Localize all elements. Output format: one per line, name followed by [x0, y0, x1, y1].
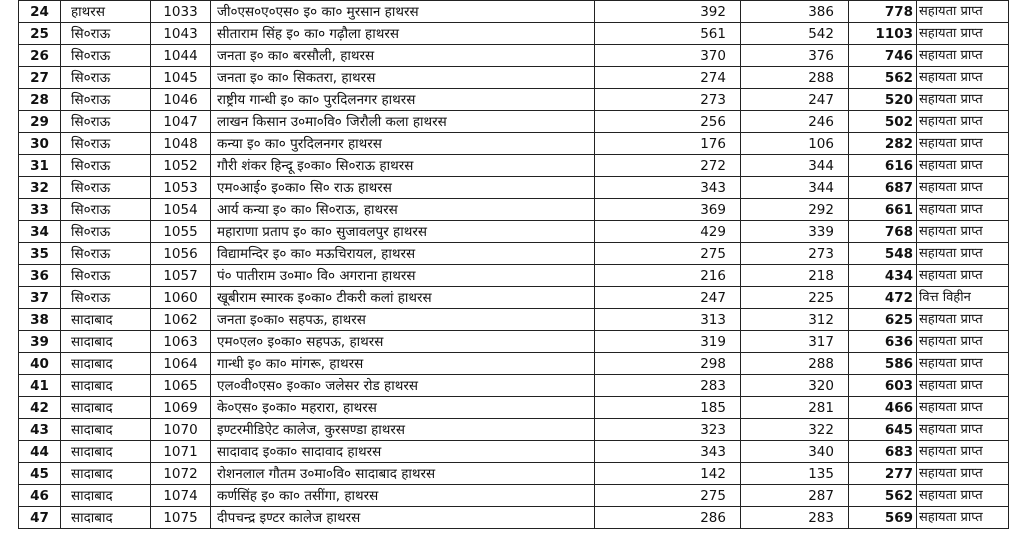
- block-cell: सि०राऊ: [61, 155, 151, 177]
- status-cell: सहायता प्राप्त: [917, 441, 1009, 463]
- school-name-cell: जनता इ० का० बरसौली, हाथरस: [211, 45, 595, 67]
- count-1-cell: 343: [595, 441, 741, 463]
- table-row: [19, 287, 1009, 309]
- block-cell: सादाबाद: [61, 353, 151, 375]
- school-code-cell: 1046: [151, 89, 211, 111]
- school-name-cell: जी०एस०ए०एस० इ० का० मुरसान हाथरस: [211, 1, 595, 23]
- serial-number-cell: 43: [19, 419, 61, 441]
- count-2-cell: 312: [741, 309, 849, 331]
- total-cell: 472: [849, 287, 917, 309]
- table-row: [19, 243, 1009, 265]
- school-name-cell: विद्यामन्दिर इ० का० मऊचिरायल, हाथरस: [211, 243, 595, 265]
- serial-number-cell: 28: [19, 89, 61, 111]
- school-name-cell: खूबीराम स्मारक इ०का० टीकरी कलां हाथरस: [211, 287, 595, 309]
- block-cell: सि०राऊ: [61, 111, 151, 133]
- status-cell: सहायता प्राप्त: [917, 1, 1009, 23]
- total-cell: 277: [849, 463, 917, 485]
- status-cell: वित्त विहीन: [917, 287, 1009, 309]
- status-cell: सहायता प्राप्त: [917, 45, 1009, 67]
- serial-number-cell: 24: [19, 1, 61, 23]
- table-row: [19, 441, 1009, 463]
- serial-number-cell: 32: [19, 177, 61, 199]
- school-name-cell: इण्टरमीडिऐट कालेज, कुरसण्डा हाथरस: [211, 419, 595, 441]
- status-cell: सहायता प्राप्त: [917, 199, 1009, 221]
- block-cell: सादाबाद: [61, 331, 151, 353]
- count-2-cell: 281: [741, 397, 849, 419]
- count-1-cell: 256: [595, 111, 741, 133]
- serial-number-cell: 27: [19, 67, 61, 89]
- block-cell: सादाबाद: [61, 463, 151, 485]
- count-2-cell: 320: [741, 375, 849, 397]
- count-2-cell: 344: [741, 155, 849, 177]
- serial-number-cell: 40: [19, 353, 61, 375]
- total-cell: 616: [849, 155, 917, 177]
- count-1-cell: 176: [595, 133, 741, 155]
- count-1-cell: 247: [595, 287, 741, 309]
- table-row: [19, 23, 1009, 45]
- status-cell: सहायता प्राप्त: [917, 221, 1009, 243]
- count-2-cell: 317: [741, 331, 849, 353]
- count-1-cell: 392: [595, 1, 741, 23]
- count-1-cell: 370: [595, 45, 741, 67]
- school-name-cell: के०एस० इ०का० महरारा, हाथरस: [211, 397, 595, 419]
- count-2-cell: 106: [741, 133, 849, 155]
- total-cell: 562: [849, 67, 917, 89]
- table-row: [19, 463, 1009, 485]
- count-1-cell: 272: [595, 155, 741, 177]
- count-1-cell: 343: [595, 177, 741, 199]
- count-1-cell: 142: [595, 463, 741, 485]
- school-name-cell: सीताराम सिंह इ० का० गढ़ौला हाथरस: [211, 23, 595, 45]
- school-name-cell: रोशनलाल गौतम उ०मा०वि० सादाबाद हाथरस: [211, 463, 595, 485]
- count-2-cell: 322: [741, 419, 849, 441]
- school-code-cell: 1053: [151, 177, 211, 199]
- total-cell: 636: [849, 331, 917, 353]
- table-row: [19, 199, 1009, 221]
- status-cell: सहायता प्राप्त: [917, 133, 1009, 155]
- status-cell: सहायता प्राप्त: [917, 67, 1009, 89]
- school-code-cell: 1069: [151, 397, 211, 419]
- school-name-cell: एम०आई० इ०का० सि० राऊ हाथरस: [211, 177, 595, 199]
- count-2-cell: 340: [741, 441, 849, 463]
- count-1-cell: 369: [595, 199, 741, 221]
- school-name-cell: एम०एल० इ०का० सहपऊ, हाथरस: [211, 331, 595, 353]
- block-cell: सि०राऊ: [61, 243, 151, 265]
- block-cell: सादाबाद: [61, 485, 151, 507]
- serial-number-cell: 37: [19, 287, 61, 309]
- count-2-cell: 376: [741, 45, 849, 67]
- count-1-cell: 275: [595, 485, 741, 507]
- count-2-cell: 386: [741, 1, 849, 23]
- table-row: [19, 419, 1009, 441]
- school-name-cell: महाराणा प्रताप इ० का० सुजावलपुर हाथरस: [211, 221, 595, 243]
- count-2-cell: 218: [741, 265, 849, 287]
- table-row: [19, 111, 1009, 133]
- table-row: [19, 507, 1009, 529]
- table-row: [19, 89, 1009, 111]
- total-cell: 434: [849, 265, 917, 287]
- total-cell: 746: [849, 45, 917, 67]
- serial-number-cell: 34: [19, 221, 61, 243]
- school-name-cell: जनता इ०का० सहपऊ, हाथरस: [211, 309, 595, 331]
- table-row: [19, 1, 1009, 23]
- status-cell: सहायता प्राप्त: [917, 265, 1009, 287]
- total-cell: 502: [849, 111, 917, 133]
- school-code-cell: 1071: [151, 441, 211, 463]
- table-row: [19, 309, 1009, 331]
- count-1-cell: 274: [595, 67, 741, 89]
- total-cell: 768: [849, 221, 917, 243]
- block-cell: सादाबाद: [61, 507, 151, 529]
- count-2-cell: 287: [741, 485, 849, 507]
- block-cell: सि०राऊ: [61, 265, 151, 287]
- school-code-cell: 1063: [151, 331, 211, 353]
- count-2-cell: 225: [741, 287, 849, 309]
- table-row: [19, 155, 1009, 177]
- count-2-cell: 288: [741, 67, 849, 89]
- count-1-cell: 283: [595, 375, 741, 397]
- school-table: [18, 0, 1009, 529]
- total-cell: 661: [849, 199, 917, 221]
- serial-number-cell: 30: [19, 133, 61, 155]
- school-code-cell: 1033: [151, 1, 211, 23]
- school-name-cell: कन्या इ० का० पुरदिलनगर हाथरस: [211, 133, 595, 155]
- total-cell: 569: [849, 507, 917, 529]
- serial-number-cell: 29: [19, 111, 61, 133]
- school-code-cell: 1045: [151, 67, 211, 89]
- school-code-cell: 1054: [151, 199, 211, 221]
- count-2-cell: 339: [741, 221, 849, 243]
- school-code-cell: 1052: [151, 155, 211, 177]
- total-cell: 778: [849, 1, 917, 23]
- total-cell: 562: [849, 485, 917, 507]
- count-1-cell: 286: [595, 507, 741, 529]
- school-name-cell: राष्ट्रीय गान्धी इ० का० पुरदिलनगर हाथरस: [211, 89, 595, 111]
- status-cell: सहायता प्राप्त: [917, 397, 1009, 419]
- school-code-cell: 1056: [151, 243, 211, 265]
- count-1-cell: 298: [595, 353, 741, 375]
- status-cell: सहायता प्राप्त: [917, 309, 1009, 331]
- total-cell: 548: [849, 243, 917, 265]
- table-row: [19, 375, 1009, 397]
- school-code-cell: 1060: [151, 287, 211, 309]
- status-cell: सहायता प्राप्त: [917, 353, 1009, 375]
- school-code-cell: 1070: [151, 419, 211, 441]
- count-2-cell: 246: [741, 111, 849, 133]
- total-cell: 520: [849, 89, 917, 111]
- school-code-cell: 1074: [151, 485, 211, 507]
- count-1-cell: 313: [595, 309, 741, 331]
- serial-number-cell: 41: [19, 375, 61, 397]
- school-code-cell: 1044: [151, 45, 211, 67]
- serial-number-cell: 31: [19, 155, 61, 177]
- count-1-cell: 185: [595, 397, 741, 419]
- count-1-cell: 319: [595, 331, 741, 353]
- serial-number-cell: 36: [19, 265, 61, 287]
- serial-number-cell: 44: [19, 441, 61, 463]
- school-code-cell: 1062: [151, 309, 211, 331]
- block-cell: हाथरस: [61, 1, 151, 23]
- status-cell: सहायता प्राप्त: [917, 463, 1009, 485]
- school-name-cell: लाखन किसान उ०मा०वि० जिरौली कला हाथरस: [211, 111, 595, 133]
- block-cell: सादाबाद: [61, 375, 151, 397]
- document-page: [18, 0, 983, 532]
- total-cell: 603: [849, 375, 917, 397]
- count-1-cell: 216: [595, 265, 741, 287]
- school-code-cell: 1065: [151, 375, 211, 397]
- table-row: [19, 133, 1009, 155]
- school-code-cell: 1064: [151, 353, 211, 375]
- school-code-cell: 1075: [151, 507, 211, 529]
- serial-number-cell: 25: [19, 23, 61, 45]
- block-cell: सि०राऊ: [61, 177, 151, 199]
- status-cell: सहायता प्राप्त: [917, 23, 1009, 45]
- status-cell: सहायता प्राप्त: [917, 419, 1009, 441]
- count-1-cell: 323: [595, 419, 741, 441]
- school-name-cell: एल०वी०एस० इ०का० जलेसर रोड हाथरस: [211, 375, 595, 397]
- serial-number-cell: 45: [19, 463, 61, 485]
- status-cell: सहायता प्राप्त: [917, 243, 1009, 265]
- school-name-cell: सादावाद इ०का० सादावाद हाथरस: [211, 441, 595, 463]
- count-2-cell: 273: [741, 243, 849, 265]
- total-cell: 586: [849, 353, 917, 375]
- total-cell: 625: [849, 309, 917, 331]
- status-cell: सहायता प्राप्त: [917, 375, 1009, 397]
- table-row: [19, 397, 1009, 419]
- count-2-cell: 247: [741, 89, 849, 111]
- status-cell: सहायता प्राप्त: [917, 89, 1009, 111]
- school-code-cell: 1043: [151, 23, 211, 45]
- total-cell: 687: [849, 177, 917, 199]
- count-2-cell: 283: [741, 507, 849, 529]
- school-name-cell: जनता इ० का० सिकतरा, हाथरस: [211, 67, 595, 89]
- table-row: [19, 67, 1009, 89]
- status-cell: सहायता प्राप्त: [917, 331, 1009, 353]
- block-cell: सि०राऊ: [61, 221, 151, 243]
- table-row: [19, 177, 1009, 199]
- block-cell: सि०राऊ: [61, 23, 151, 45]
- table-row: [19, 331, 1009, 353]
- total-cell: 683: [849, 441, 917, 463]
- count-1-cell: 275: [595, 243, 741, 265]
- total-cell: 1103: [849, 23, 917, 45]
- serial-number-cell: 46: [19, 485, 61, 507]
- total-cell: 282: [849, 133, 917, 155]
- count-1-cell: 429: [595, 221, 741, 243]
- school-name-cell: कर्णसिंह इ० का० तसींगा, हाथरस: [211, 485, 595, 507]
- block-cell: सादाबाद: [61, 419, 151, 441]
- school-code-cell: 1072: [151, 463, 211, 485]
- block-cell: सि०राऊ: [61, 67, 151, 89]
- status-cell: सहायता प्राप्त: [917, 485, 1009, 507]
- table-row: [19, 353, 1009, 375]
- table-row: [19, 485, 1009, 507]
- block-cell: सादाबाद: [61, 441, 151, 463]
- block-cell: सादाबाद: [61, 309, 151, 331]
- school-code-cell: 1047: [151, 111, 211, 133]
- table-row: [19, 265, 1009, 287]
- block-cell: सादाबाद: [61, 397, 151, 419]
- block-cell: सि०राऊ: [61, 89, 151, 111]
- school-name-cell: दीपचन्द्र इण्टर कालेज हाथरस: [211, 507, 595, 529]
- count-2-cell: 542: [741, 23, 849, 45]
- total-cell: 466: [849, 397, 917, 419]
- block-cell: सि०राऊ: [61, 45, 151, 67]
- serial-number-cell: 39: [19, 331, 61, 353]
- count-2-cell: 288: [741, 353, 849, 375]
- serial-number-cell: 47: [19, 507, 61, 529]
- school-name-cell: गान्धी इ० का० मांगरू, हाथरस: [211, 353, 595, 375]
- count-2-cell: 135: [741, 463, 849, 485]
- total-cell: 645: [849, 419, 917, 441]
- block-cell: सि०राऊ: [61, 199, 151, 221]
- school-name-cell: पं० पातीराम उ०मा० वि० अगराना हाथरस: [211, 265, 595, 287]
- status-cell: सहायता प्राप्त: [917, 177, 1009, 199]
- count-1-cell: 561: [595, 23, 741, 45]
- school-code-cell: 1055: [151, 221, 211, 243]
- serial-number-cell: 35: [19, 243, 61, 265]
- table-row: [19, 45, 1009, 67]
- block-cell: सि०राऊ: [61, 287, 151, 309]
- table-row: [19, 221, 1009, 243]
- count-1-cell: 273: [595, 89, 741, 111]
- status-cell: सहायता प्राप्त: [917, 155, 1009, 177]
- school-name-cell: गौरी शंकर हिन्दू इ०का० सि०राऊ हाथरस: [211, 155, 595, 177]
- school-name-cell: आर्य कन्या इ० का० सि०राऊ, हाथरस: [211, 199, 595, 221]
- status-cell: सहायता प्राप्त: [917, 111, 1009, 133]
- serial-number-cell: 33: [19, 199, 61, 221]
- count-2-cell: 344: [741, 177, 849, 199]
- table-body: [19, 1, 1009, 529]
- serial-number-cell: 38: [19, 309, 61, 331]
- block-cell: सि०राऊ: [61, 133, 151, 155]
- school-code-cell: 1048: [151, 133, 211, 155]
- serial-number-cell: 26: [19, 45, 61, 67]
- status-cell: सहायता प्राप्त: [917, 507, 1009, 529]
- serial-number-cell: 42: [19, 397, 61, 419]
- count-2-cell: 292: [741, 199, 849, 221]
- school-code-cell: 1057: [151, 265, 211, 287]
